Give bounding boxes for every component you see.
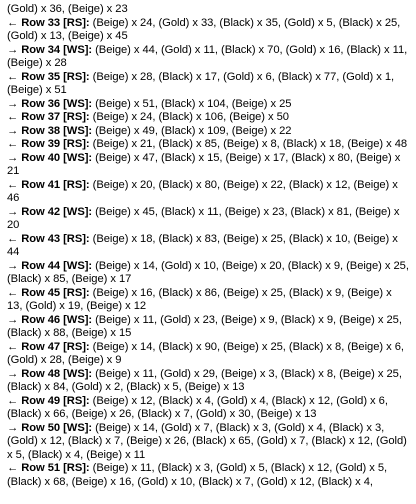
row-instruction xyxy=(7,314,410,341)
row-instruction xyxy=(7,179,410,206)
row-instruction xyxy=(7,17,410,44)
row-stitch-counts: (Beige) x 14, (Gold) x 10, (Beige) x 20, (Black) x 9, (Beige) x 25, (Black) x 85, (Beige) x 17 xyxy=(7,259,409,285)
row-stitch-counts: (Beige) x 20, (Black) x 80, (Beige) x 22, (Black) x 12, (Beige) x 46 xyxy=(7,178,398,204)
row-stitch-counts: (Beige) x 28, (Black) x 17, (Gold) x 6, (Black) x 77, (Gold) x 1, (Beige) x 51 xyxy=(7,70,395,96)
row-label: Row 48 [WS]: xyxy=(21,367,93,380)
arrow-right-icon: → xyxy=(7,313,19,326)
arrow-left-icon: ← xyxy=(7,70,19,83)
row-instruction xyxy=(7,422,410,463)
arrow-right-icon: → xyxy=(7,43,19,56)
row-stitch-counts: (Beige) x 49, (Black) x 109, (Beige) x 22 xyxy=(92,124,292,137)
row-stitch-counts: (Beige) x 11, (Black) x 3, (Gold) x 5, (Black) x 12, (Gold) x 5, (Black) x 68, (Beige) x 16, (Gold) x 10, (Black) x 7, (Gold) x 12, (Black) x 4, xyxy=(7,462,388,488)
arrow-left-icon: ← xyxy=(7,111,19,123)
row-label: Row 36 [WS]: xyxy=(21,97,93,110)
row-stitch-counts: (Beige) x 24, (Black) x 106, (Beige) x 50 xyxy=(89,111,289,123)
row-instruction xyxy=(7,71,410,98)
row-stitch-counts: (Beige) x 24, (Gold) x 33, (Black) x 35, (Gold) x 5, (Black) x 25, (Gold) x 13, (Beige) x 45 xyxy=(7,16,401,42)
arrow-left-icon: ← xyxy=(7,178,19,191)
row-stitch-counts: (Beige) x 14, (Gold) x 7, (Black) x 3, (Gold) x 4, (Black) x 3, (Gold) x 12, (Black) x 7, (Beige) x 26, (Black) x 65, (Gold) x 7, (Black) x 12, (Gold) x 5, (Black) x 4, (Beige) x 11 xyxy=(7,421,407,461)
row-stitch-counts: (Beige) x 12, (Black) x 4, (Gold) x 4, (Black) x 12, (Gold) x 6, (Black) x 66, (Beige) x 26, (Black) x 7, (Gold) x 30, (Beige) x 13 xyxy=(7,394,388,420)
arrow-right-icon: → xyxy=(7,205,19,218)
arrow-left-icon: ← xyxy=(7,462,19,474)
row-list xyxy=(7,17,410,490)
row-instruction xyxy=(7,341,410,368)
row-stitch-counts: (Beige) x 11, (Gold) x 23, (Beige) x 9, (Black) x 9, (Beige) x 25, (Black) x 88, (Beige) x 15 xyxy=(7,313,402,339)
row-label: Row 49 [RS]: xyxy=(21,394,90,407)
row-stitch-counts: (Beige) x 21, (Black) x 85, (Beige) x 8, (Black) x 18, (Beige) x 48 xyxy=(89,138,408,150)
row-label: Row 47 [RS]: xyxy=(21,340,90,353)
row-label: Row 39 [RS]: xyxy=(21,138,90,150)
row-stitch-counts: (Beige) x 16, (Black) x 86, (Beige) x 25, (Black) x 9, (Beige) x 13, (Gold) x 19, (Beige) x 12 xyxy=(7,286,392,312)
row-instruction xyxy=(7,138,410,152)
arrow-right-icon: → xyxy=(7,367,19,380)
row-label: Row 43 [RS]: xyxy=(21,232,90,245)
row-instruction xyxy=(7,125,410,139)
row-stitch-counts: (Beige) x 44, (Gold) x 11, (Black) x 70, (Gold) x 16, (Black) x 11, (Beige) x 28 xyxy=(7,43,408,69)
row-instruction xyxy=(7,233,410,260)
row-stitch-counts: (Beige) x 14, (Black) x 90, (Beige) x 25, (Black) x 8, (Beige) x 6, (Gold) x 28, (Beige) x 9 xyxy=(7,340,404,366)
row-instruction xyxy=(7,287,410,314)
row-label: Row 38 [WS]: xyxy=(21,124,93,137)
row-instruction xyxy=(7,206,410,233)
arrow-right-icon: → xyxy=(7,421,19,434)
arrow-left-icon: ← xyxy=(7,394,19,407)
row-instruction xyxy=(7,462,410,489)
row-label: Row 44 [WS]: xyxy=(21,259,93,272)
row-label: Row 37 [RS]: xyxy=(21,111,90,123)
row-label: Row 34 [WS]: xyxy=(21,43,93,56)
arrow-left-icon: ← xyxy=(7,286,19,299)
row-instruction xyxy=(7,368,410,395)
arrow-right-icon: → xyxy=(7,124,19,137)
row-label: Row 42 [WS]: xyxy=(21,205,93,218)
arrow-right-icon: → xyxy=(7,151,19,164)
row-instruction xyxy=(7,260,410,287)
arrow-left-icon: ← xyxy=(7,340,19,353)
row-stitch-counts: (Beige) x 45, (Black) x 11, (Beige) x 23, (Black) x 81, (Beige) x 20 xyxy=(7,205,400,231)
row-instruction xyxy=(7,395,410,422)
row-stitch-counts: (Beige) x 51, (Black) x 104, (Beige) x 25 xyxy=(92,97,292,110)
row-label: Row 40 [WS]: xyxy=(21,151,93,164)
row-label: Row 50 [WS]: xyxy=(21,421,93,434)
row-label: Row 45 [RS]: xyxy=(21,286,90,299)
row-stitch-counts: (Beige) x 11, (Gold) x 29, (Beige) x 3, (Black) x 8, (Beige) x 25, (Black) x 84, (Gold) x 2, (Black) x 5, (Beige) x 13 xyxy=(7,367,402,393)
row-stitch-counts: (Beige) x 18, (Black) x 83, (Beige) x 25, (Black) x 10, (Beige) x 44 xyxy=(7,232,398,258)
arrow-right-icon: → xyxy=(7,97,19,110)
row-instruction xyxy=(7,152,410,179)
row-stitch-counts: (Beige) x 47, (Black) x 15, (Beige) x 17, (Black) x 80, (Beige) x 21 xyxy=(7,151,401,177)
row-label: Row 46 [WS]: xyxy=(21,313,93,326)
row-label: Row 41 [RS]: xyxy=(21,178,90,191)
row-label: Row 35 [RS]: xyxy=(21,70,90,83)
row-instruction xyxy=(7,111,410,125)
arrow-left-icon: ← xyxy=(7,232,19,245)
arrow-left-icon: ← xyxy=(7,16,19,29)
row-instruction xyxy=(7,98,410,112)
arrow-left-icon: ← xyxy=(7,138,19,150)
continued-row-text: (Gold) x 36, (Beige) x 23 xyxy=(7,3,128,15)
row-label: Row 33 [RS]: xyxy=(21,16,90,29)
arrow-right-icon: → xyxy=(7,259,19,272)
row-label: Row 51 [RS]: xyxy=(21,462,90,474)
row-instruction xyxy=(7,44,410,71)
